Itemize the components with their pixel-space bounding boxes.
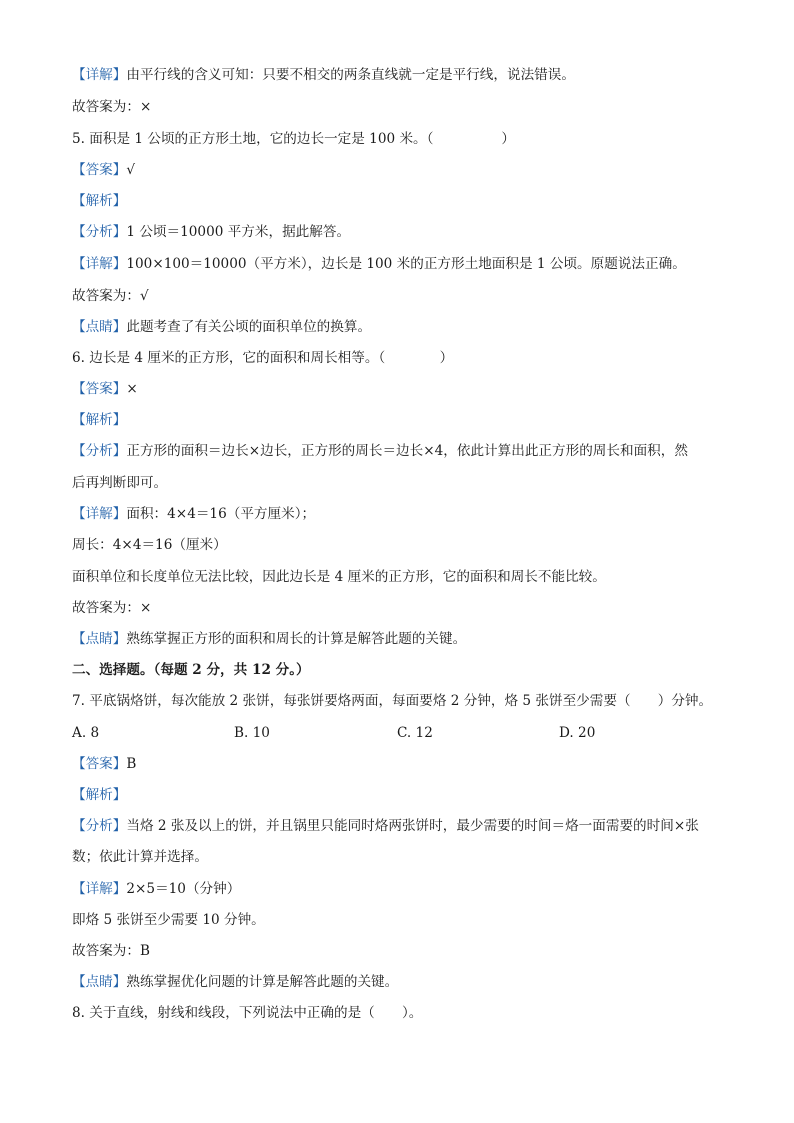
analysis-tag: 【分析】 xyxy=(72,818,127,834)
explanation-line xyxy=(72,817,699,835)
explanation-line xyxy=(72,255,686,273)
question-text: 6. 边长是 4 厘米的正方形，它的面积和周长相等。（ ） xyxy=(72,350,454,366)
line-text: 当烙 2 张及以上的饼，并且锅里只能同时烙两张饼时，最少需要的时间＝烙一面需要的时间×张 xyxy=(126,818,699,834)
answer-tag: 【答案】 xyxy=(72,756,127,772)
explanation-line xyxy=(72,442,688,460)
line-text: 后再判断即可。 xyxy=(72,475,168,491)
explanation-line xyxy=(72,505,315,523)
option-a: A. 8 xyxy=(72,725,100,741)
detail-tag: 【详解】 xyxy=(72,256,127,272)
line-text: 100×100＝10000（平方米），边长是 100 米的正方形土地面积是 1 公顷。原题说法正确。 xyxy=(126,256,686,272)
explanation-line xyxy=(72,536,227,554)
detail-tag: 【详解】 xyxy=(72,881,127,897)
line-text: × xyxy=(126,381,138,397)
question-5 xyxy=(72,130,515,148)
comment-line xyxy=(72,973,398,991)
line-text: 熟练掌握正方形的面积和周长的计算是解答此题的关键。 xyxy=(126,631,467,647)
line-text: 周长：4×4＝16（厘米） xyxy=(72,537,227,553)
line-text: 此题考查了有关公顷的面积单位的换算。 xyxy=(126,319,372,335)
analysis-tag: 【解析】 xyxy=(72,412,127,428)
line-text: 1 公顷＝10000 平方米，据此解答。 xyxy=(126,224,351,240)
answer-line xyxy=(72,755,136,773)
explanation-line xyxy=(72,223,350,241)
answer-line xyxy=(72,380,138,398)
explanation-line xyxy=(72,474,167,492)
detail-tag: 【详解】 xyxy=(72,506,127,522)
comment-line xyxy=(72,318,371,336)
explanation-line xyxy=(72,880,240,898)
answer-line xyxy=(72,599,151,617)
answer-line xyxy=(72,942,150,960)
section-heading xyxy=(72,661,310,679)
answer-line xyxy=(72,287,149,305)
answer-tag: 【答案】 xyxy=(72,381,127,397)
line-text: 故答案为：B xyxy=(72,943,150,959)
line-text: 面积单位和长度单位无法比较，因此边长是 4 厘米的正方形，它的面积和周长不能比较。 xyxy=(72,569,606,585)
answer-line xyxy=(72,161,135,179)
comment-tag: 【点睛】 xyxy=(72,631,127,647)
explanation-line xyxy=(72,911,265,929)
section-title: 二、选择题。（每题 2 分，共 12 分。） xyxy=(72,662,310,678)
comment-tag: 【点睛】 xyxy=(72,974,127,990)
line-text: 故答案为：× xyxy=(72,600,152,616)
comment-line xyxy=(72,630,466,648)
line-text: 面积：4×4＝16（平方厘米）； xyxy=(126,506,316,522)
line-text: 由平行线的含义可知：只要不相交的两条直线就一定是平行线，说法错误。 xyxy=(126,67,575,83)
question-7 xyxy=(72,692,712,710)
analysis-header xyxy=(72,192,126,210)
comment-tag: 【点睛】 xyxy=(72,319,127,335)
analysis-tag: 【解析】 xyxy=(72,787,127,803)
line-text: 故答案为：√ xyxy=(72,288,149,304)
explanation-line xyxy=(72,568,606,586)
analysis-tag: 【分析】 xyxy=(72,224,127,240)
line-text: √ xyxy=(126,162,136,178)
answer-line xyxy=(72,98,151,116)
analysis-header xyxy=(72,786,126,804)
line-text: 数；依此计算并选择。 xyxy=(72,849,208,865)
line-text: 即烙 5 张饼至少需要 10 分钟。 xyxy=(72,912,265,928)
explanation-line xyxy=(72,66,575,84)
option-b: B. 10 xyxy=(234,725,270,741)
line-text: 正方形的面积＝边长×边长，正方形的周长＝边长×4，依此计算出此正方形的周长和面积，然 xyxy=(126,443,688,459)
line-text: 熟练掌握优化问题的计算是解答此题的关键。 xyxy=(126,974,399,990)
explanation-line xyxy=(72,848,208,866)
detail-tag: 【详解】 xyxy=(72,67,127,83)
question-text: 8. 关于直线，射线和线段，下列说法中正确的是（ ）。 xyxy=(72,1005,423,1021)
question-6 xyxy=(72,349,453,367)
question-8 xyxy=(72,1004,422,1022)
analysis-tag: 【分析】 xyxy=(72,443,127,459)
option-d: D. 20 xyxy=(559,725,596,741)
option-c: C. 12 xyxy=(397,725,433,741)
line-text: 2×5＝10（分钟） xyxy=(126,881,241,897)
line-text: 故答案为：× xyxy=(72,99,152,115)
analysis-header xyxy=(72,411,126,429)
question-text: 7. 平底锅烙饼，每次能放 2 张饼，每张饼要烙两面，每面要烙 2 分钟，烙 5 张饼至少需要（ ）分钟。 xyxy=(72,693,713,709)
question-text: 5. 面积是 1 公顷的正方形土地，它的边长一定是 100 米。（ ） xyxy=(72,131,515,147)
line-text: B xyxy=(126,756,137,772)
analysis-tag: 【解析】 xyxy=(72,193,127,209)
answer-tag: 【答案】 xyxy=(72,162,127,178)
